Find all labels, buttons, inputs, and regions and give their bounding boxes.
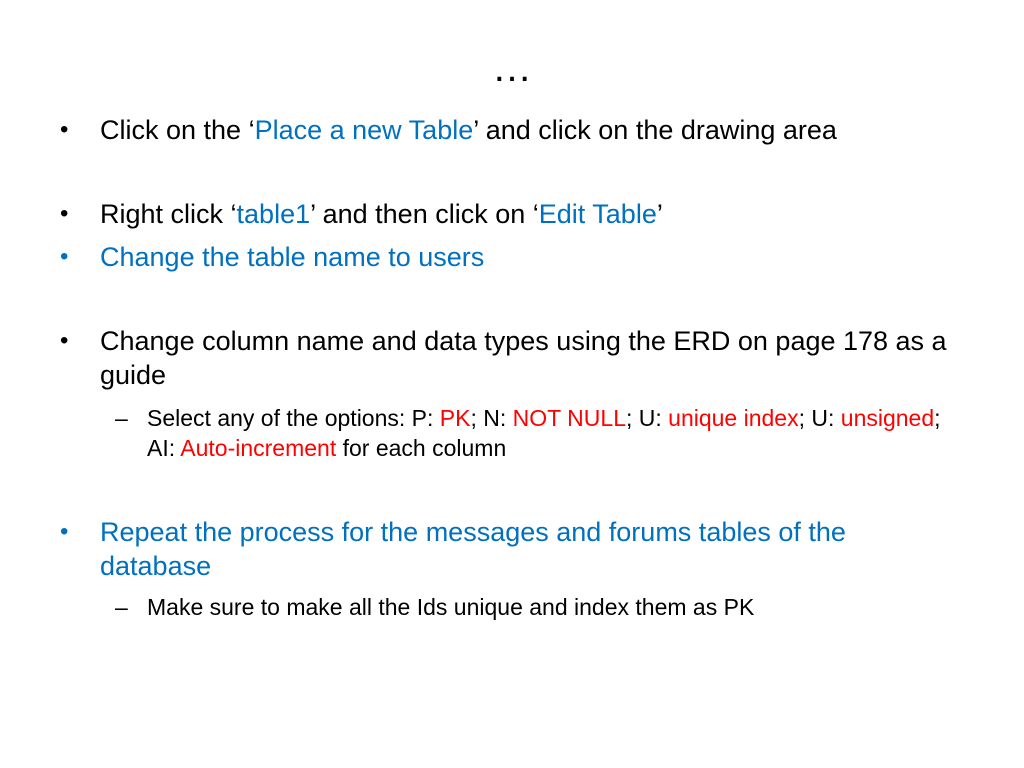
bullet-text: ’ and then click on ‘ bbox=[310, 199, 539, 229]
bullet-right-click bbox=[58, 197, 958, 231]
sub-text: ; N: bbox=[470, 405, 513, 431]
highlight-place-new-table: Place a new Table bbox=[254, 115, 474, 145]
slide-body bbox=[58, 113, 958, 622]
sub-text: ; U: bbox=[625, 405, 669, 431]
sub-text: for each column bbox=[336, 435, 507, 461]
sub-text: ; AI: bbox=[147, 405, 941, 461]
bullet-text: Change column name and data types using the ERD on page 178 as a guide bbox=[100, 326, 947, 390]
sub-text: Select any of the options: P: bbox=[147, 405, 440, 431]
bullet-text: Change the table name to users bbox=[100, 242, 485, 272]
sub-bullet-options bbox=[115, 403, 958, 463]
bullet-dot: • bbox=[60, 518, 69, 545]
bullet-dot: • bbox=[60, 200, 69, 227]
highlight-table1: table1 bbox=[236, 199, 311, 229]
bullet-text: ’ and click on the drawing area bbox=[473, 115, 837, 145]
highlight-edit-table: Edit Table bbox=[538, 199, 657, 229]
bullet-change-columns bbox=[58, 324, 958, 392]
option-auto-increment: Auto-increment bbox=[180, 435, 337, 461]
option-pk: PK bbox=[439, 405, 471, 431]
bullet-text: Click on the ‘ bbox=[100, 115, 255, 145]
option-unique-index: unique index bbox=[668, 405, 799, 431]
bullet-dot: • bbox=[60, 243, 69, 270]
bullet-dot: • bbox=[60, 327, 69, 354]
bullet-dot: • bbox=[60, 116, 69, 143]
sub-text: Make sure to make all the Ids unique and index them as PK bbox=[147, 594, 755, 620]
dash-marker: – bbox=[115, 594, 128, 620]
bullet-text: Right click ‘ bbox=[100, 199, 237, 229]
sub-text: ; U: bbox=[798, 405, 841, 431]
option-not-null: NOT NULL bbox=[512, 405, 626, 431]
bullet-text: ’ bbox=[656, 199, 663, 229]
bullet-change-name bbox=[58, 240, 958, 274]
bullet-repeat-process bbox=[58, 515, 958, 583]
bullet-place-table bbox=[58, 113, 958, 147]
slide-title: … bbox=[492, 46, 532, 90]
sub-bullet-ids bbox=[115, 592, 958, 622]
bullet-text: Repeat the process for the messages and forums tables of the database bbox=[100, 517, 846, 581]
dash-marker: – bbox=[115, 405, 128, 431]
option-unsigned: unsigned bbox=[840, 405, 935, 431]
